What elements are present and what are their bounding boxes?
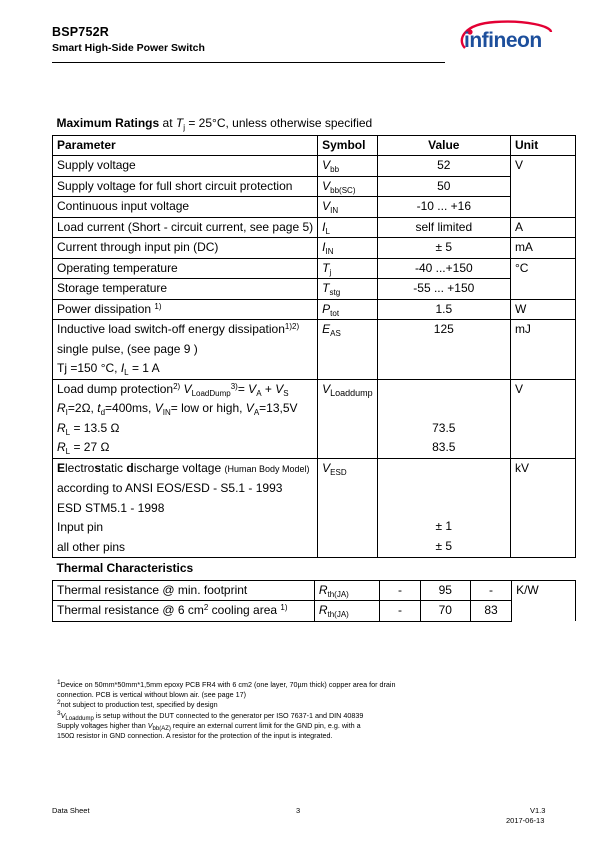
symbol-cell: $T_j$ xyxy=(318,258,378,279)
param-cell: Load dump protection$^{2)}$ $V_{LoadDump}^{3)}= V_A + V_S$ $R_I=2\Omega$, $t_d=400ms$, $V_{IN}=$ low or high, $V_A=13,5V$ $R_L = 13.5$ Ω $R_L = 27$ Ω xyxy=(53,379,318,458)
value-cell: -55 ... +150 xyxy=(377,279,510,300)
footnote-3: $^3V_{Loaddump}$ is setup without the DUT connected to the generator per ISO 7637-1 and DIN 40839 xyxy=(57,709,364,722)
symbol-cell: $V_{IN}$ xyxy=(318,197,378,218)
param-cell: Supply voltage xyxy=(53,156,318,177)
symbol-cell: $V_{bb}$ xyxy=(318,156,378,177)
col-value: Value xyxy=(377,135,510,156)
footer-page-number: 3 xyxy=(296,806,301,815)
unit-cell: V xyxy=(510,156,575,218)
part-number: BSP752R xyxy=(52,25,109,39)
table-row xyxy=(53,279,576,300)
thermal-caption: Thermal Characteristics xyxy=(53,559,576,580)
symbol-cell: $E_{AS}$ xyxy=(318,320,378,380)
param-cell: Inductive load switch-off energy dissipation$^{1)2)}$ single pulse, (see page 9 ) Tj =150 °C, $I_L = 1$ A xyxy=(53,320,318,380)
param-cell: Storage temperature xyxy=(53,279,318,300)
param-cell: Operating temperature xyxy=(53,258,318,279)
table-row xyxy=(53,217,576,238)
col-symbol: Symbol xyxy=(318,135,378,156)
header-rule xyxy=(52,62,445,63)
typ-cell: 70 xyxy=(420,601,470,622)
unit-cell: K/W xyxy=(512,580,576,621)
table-header-row xyxy=(53,135,576,156)
table-row xyxy=(53,238,576,259)
footer-date: 2017-06-13 xyxy=(506,816,545,825)
footnote-2: $^2$not subject to production test, specified by design xyxy=(57,699,218,710)
footnote-1: $^1$Device on 50mm*50mm*1,5mm epoxy PCB FR4 with 6 cm2 (one layer, 70µm thick) copper area for drain xyxy=(57,679,396,689)
unit-cell: kV xyxy=(510,458,575,558)
symbol-cell: $R_{th(JA)}$ xyxy=(314,601,379,622)
unit-cell: mJ xyxy=(510,320,575,380)
value-cell: -10 ... +16 xyxy=(377,197,510,218)
param-cell: Load current (Short - circuit current, see page 5) xyxy=(53,217,318,238)
param-cell: Supply voltage for full short circuit protection xyxy=(53,176,318,197)
typ-cell: 95 xyxy=(420,580,470,601)
value-cell: -40 ...+150 xyxy=(377,258,510,279)
unit-cell: °C xyxy=(510,258,575,299)
param-cell: Power dissipation $^{1)}$ xyxy=(53,299,318,320)
table-row xyxy=(53,197,576,218)
symbol-cell: $T_{stg}$ xyxy=(318,279,378,300)
unit-cell: V xyxy=(510,379,575,458)
footer-version: V1.3 xyxy=(530,806,546,815)
part-description: Smart High-Side Power Switch xyxy=(52,42,205,54)
footnotes xyxy=(57,680,457,741)
table-row xyxy=(53,156,576,177)
value-cell: 1.5 xyxy=(377,299,510,320)
logo-text: infineon xyxy=(464,29,542,52)
table-row xyxy=(53,458,576,558)
param-cell: Thermal resistance @ min. footprint xyxy=(53,580,315,601)
symbol-cell: $V_{ESD}$ xyxy=(318,458,378,558)
param-cell: Current through input pin (DC) xyxy=(53,238,318,259)
value-cell: 125 xyxy=(377,320,510,380)
value-cell: ± 5 xyxy=(377,238,510,259)
min-cell: - xyxy=(380,601,420,622)
value-cell: ± 1 ± 5 xyxy=(377,458,510,558)
table-row xyxy=(53,299,576,320)
infineon-logo xyxy=(455,18,555,60)
symbol-cell: $I_{IN}$ xyxy=(318,238,378,259)
unit-cell: W xyxy=(510,299,575,320)
table-row xyxy=(53,320,576,380)
unit-cell: A xyxy=(510,217,575,238)
col-unit: Unit xyxy=(510,135,575,156)
param-cell: Continuous input voltage xyxy=(53,197,318,218)
table-row xyxy=(53,601,576,622)
max-cell: - xyxy=(470,580,511,601)
symbol-cell: $I_L$ xyxy=(318,217,378,238)
table-row xyxy=(53,176,576,197)
footer-doc-type: Data Sheet xyxy=(52,806,90,815)
value-cell: 52 xyxy=(377,156,510,177)
table-row xyxy=(53,580,576,601)
param-cell: Electrostatic discharge voltage (Human Body Model) according to ANSI EOS/ESD - S5.1 - 1993 ESD STM5.1 - 1998 Input pin all other pins xyxy=(53,458,318,558)
thermal-table xyxy=(52,559,576,622)
max-cell: 83 xyxy=(470,601,511,622)
maximum-ratings-table xyxy=(52,114,576,558)
min-cell: - xyxy=(380,580,420,601)
footnote-4-cont: 150Ω resistor in GND connection. A resistor for the protection of the input is integrated. xyxy=(57,731,333,741)
symbol-cell: $R_{th(JA)}$ xyxy=(314,580,379,601)
table-row xyxy=(53,258,576,279)
value-cell: 73.5 83.5 xyxy=(377,379,510,458)
symbol-cell: $V_{bb(SC)}$ xyxy=(318,176,378,197)
footnote-4: Supply voltages higher than $V_{bb(AZ)}$ require an external current limit for the GND pin, e.g. with a xyxy=(57,720,361,732)
symbol-cell: $P_{tot}$ xyxy=(318,299,378,320)
maximum-ratings-caption: Maximum Ratings at $T_j = 25^\circ C$, unless otherwise specified xyxy=(53,114,576,135)
unit-cell: mA xyxy=(510,238,575,259)
param-cell: Thermal resistance @ 6 $cm^2$ cooling area $^{1)}$ xyxy=(53,601,315,622)
value-cell: self limited xyxy=(377,217,510,238)
table-row xyxy=(53,379,576,458)
value-cell: 50 xyxy=(377,176,510,197)
footnote-1-cont: connection. PCB is vertical without blown air. (see page 17) xyxy=(57,690,246,700)
symbol-cell: $V_{Loaddump}$ xyxy=(318,379,378,458)
col-parameter: Parameter xyxy=(53,135,318,156)
